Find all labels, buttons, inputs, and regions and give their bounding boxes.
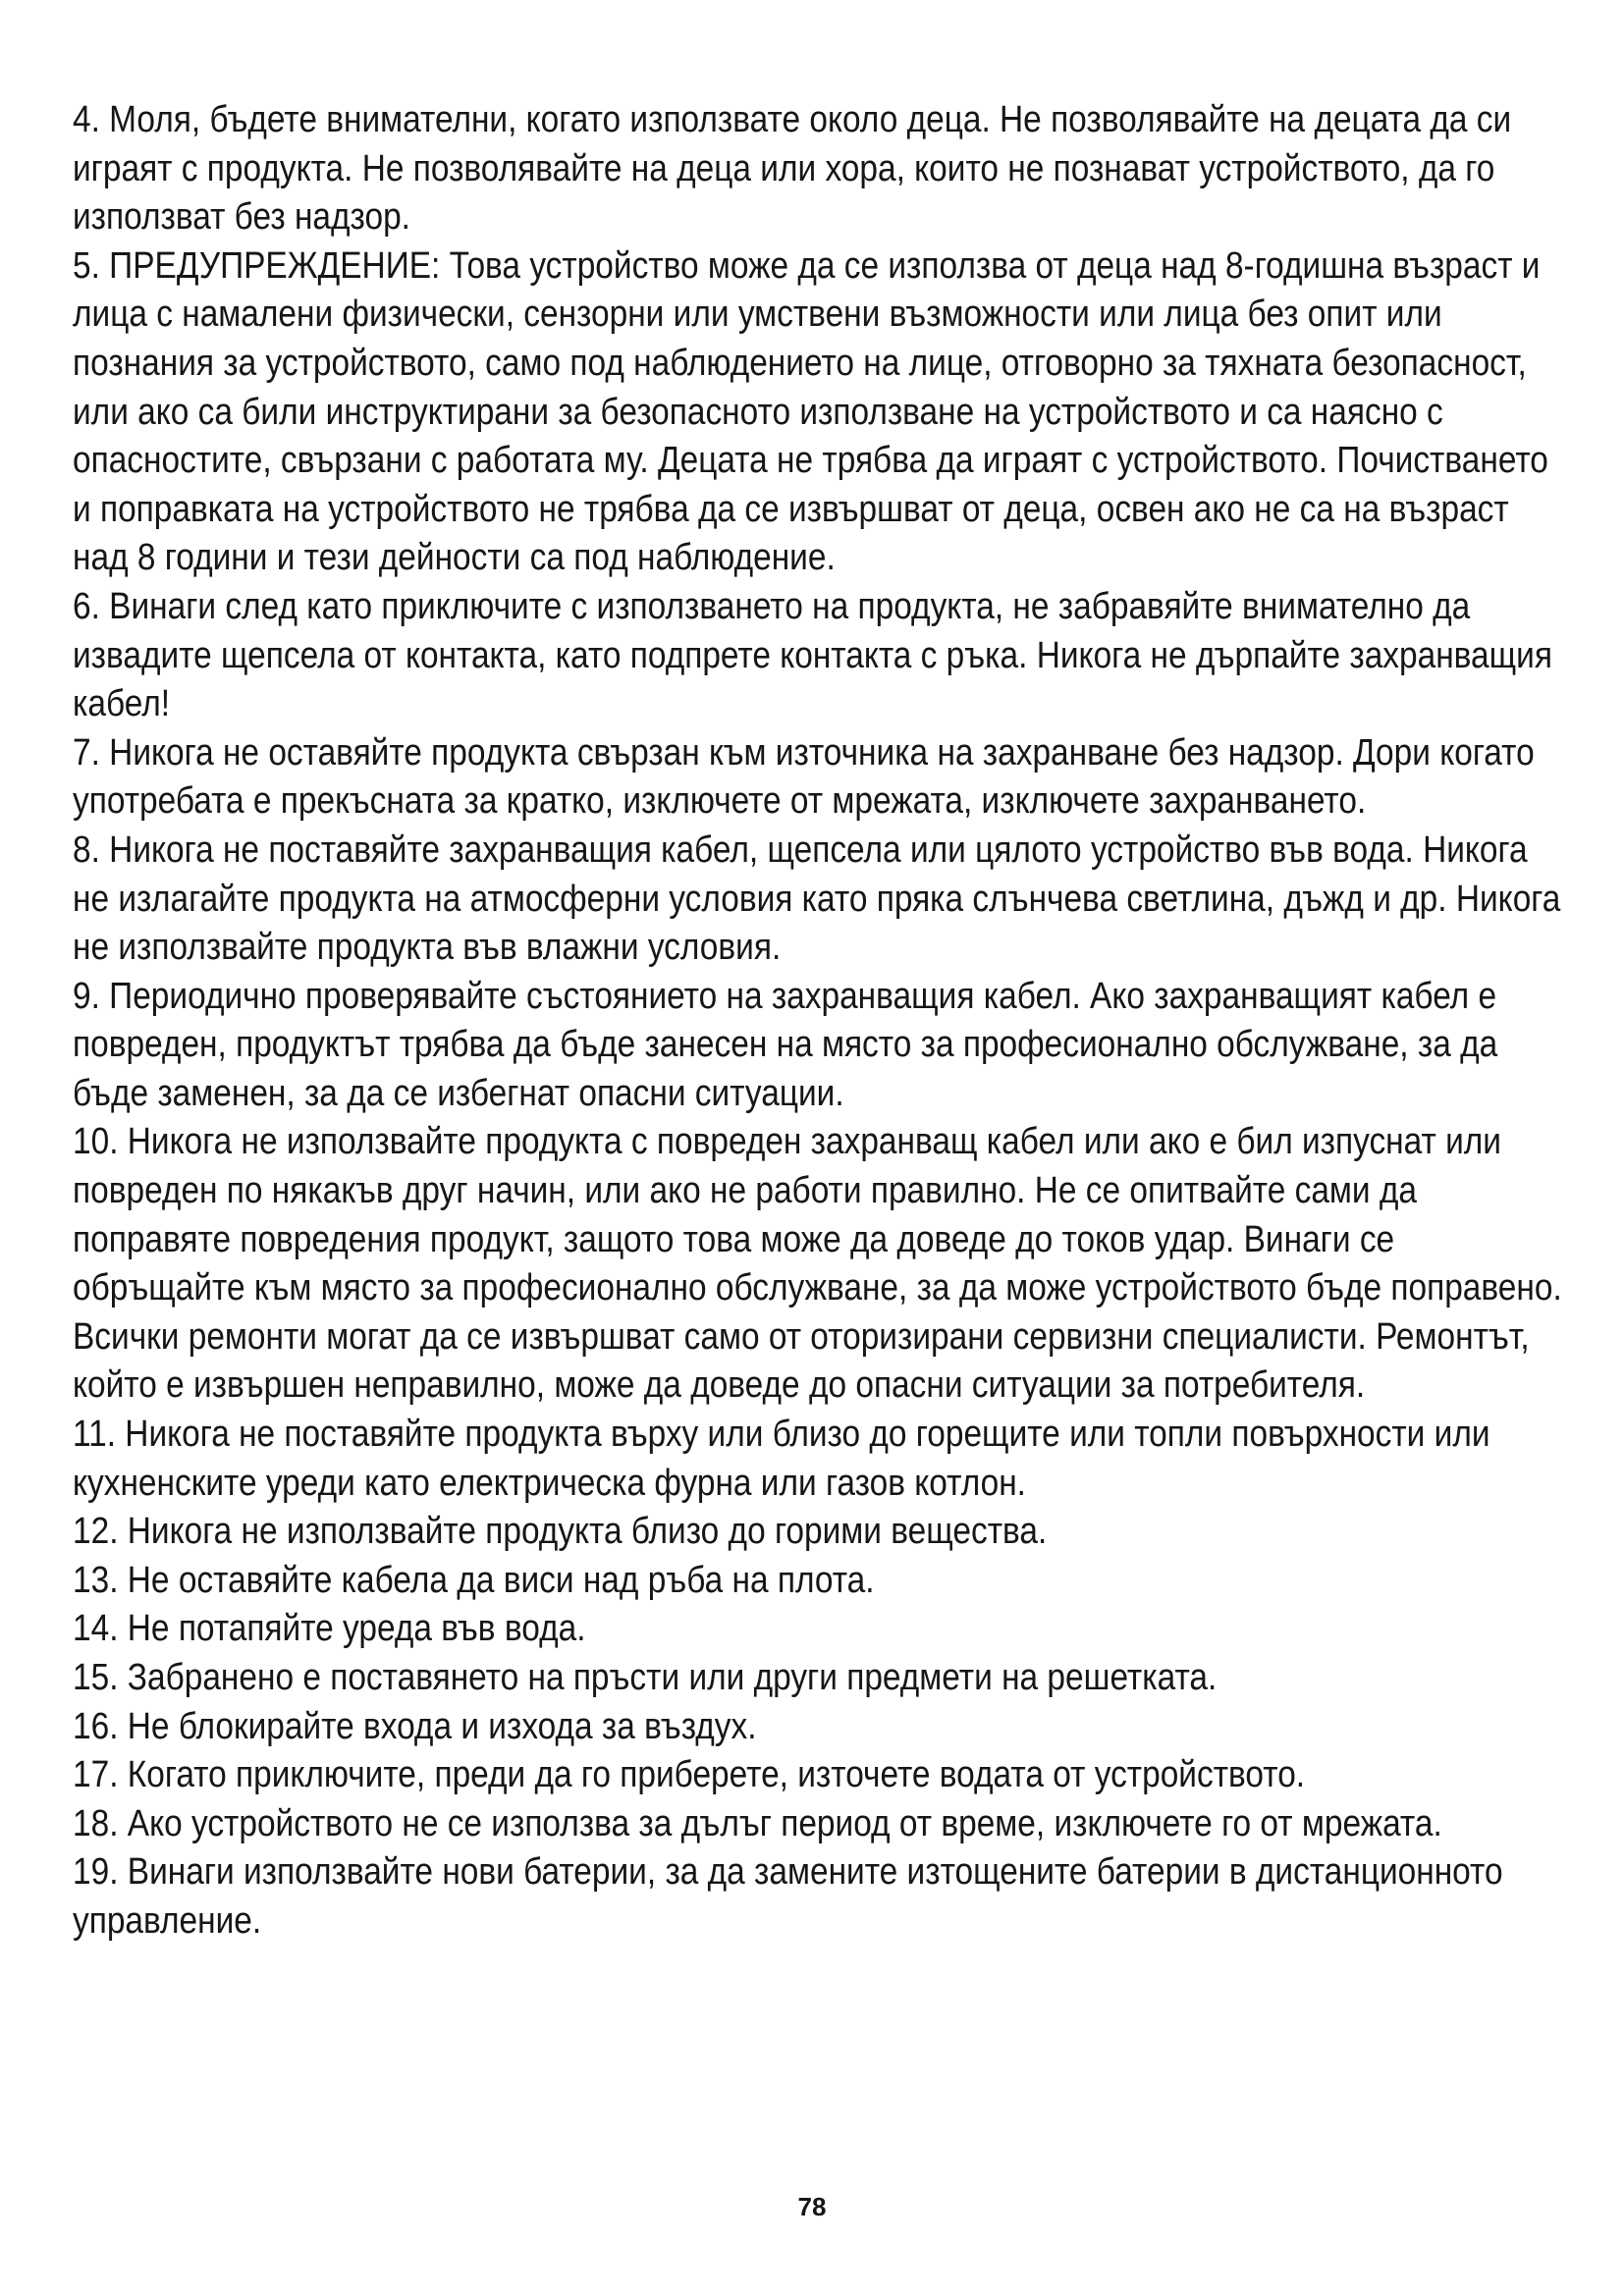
instruction-item-5: 5. ПРЕДУПРЕЖДЕНИЕ: Това устройство може да се използва от деца над 8-годишна възраст и лица с намалени физически, сензорни или умствени възможности или лица без опит или познания за устройството, само под наблюдението на лице, отговорно за тяхната безопасност, или ако са били инструктирани за безопасното използване на устройството и са наясно с опасностите, свързани с работата му. Децата не трябва да играят с устройството. Почистването и поправката на устройството не трябва да се извършват от деца, освен ако не са на възраст над 8 години и тези дейности са под наблюдение. [73, 244, 1548, 579]
page-number: 78 [797, 2192, 827, 2221]
instruction-item-19: 19. Винаги използвайте нови батерии, за да замените изтощените батерии в дистанционното управление. [73, 1851, 1503, 1942]
instruction-item-4: 4. Моля, бъдете внимателни, когато използвате около деца. Не позволявайте на децата да си играят с продукта. Не позволявайте на деца или хора, които не познават устройството, да го използват без надзор. [73, 99, 1512, 239]
instructions-text [73, 96, 1565, 1947]
instruction-item-13: 13. Не оставяйте кабела да виси над ръба на плота. [73, 1559, 875, 1601]
instruction-item-8: 8. Никога не поставяйте захранващия кабел, щепсела или цялото устройство във вода. Никога не излагайте продукта на атмосферни условия като пряка слънчева светлина, дъжд и др. Никога не използвайте продукта във влажни условия. [73, 828, 1561, 969]
instruction-item-18: 18. Ако устройството не се използва за дълъг период от време, изключете го от мрежата. [73, 1802, 1442, 1844]
instruction-item-7: 7. Никога не оставяйте продукта свързан към източника на захранване без надзор. Дори когато употребата е прекъсната за кратко, изключете от мрежата, изключете захранването. [73, 731, 1535, 823]
instruction-item-15: 15. Забранено е поставянето на пръсти или други предмети на решетката. [73, 1657, 1218, 1698]
instruction-item-16: 16. Не блокирайте входа и изхода за въздух. [73, 1705, 757, 1747]
instruction-item-11: 11. Никога не поставяйте продукта върху или близо до горещите или топли повърхности или кухненските уреди като електрическа фурна или газов котлон. [73, 1414, 1490, 1504]
instruction-item-12: 12. Никога не използвайте продукта близо до горими вещества. [73, 1511, 1048, 1553]
instruction-item-14: 14. Не потапяйте уреда във вода. [73, 1608, 586, 1650]
instruction-item-6: 6. Винаги след като приключите с използването на продукта, не забравяйте внимателно да извадите щепсела от контакта, като подпрете контакта с ръка. Никога не дърпайте захранващия кабел! [73, 585, 1552, 725]
instruction-item-17: 17. Когато приключите, преди да го приберете, източете водата от устройството. [73, 1754, 1306, 1796]
instruction-item-9: 9. Периодично проверявайте състоянието на захранващия кабел. Ако захранващият кабел е повреден, продуктът трябва да бъде занесен на място за професионално обслужване, за да бъде заменен, за да се избегнат опасни ситуации. [73, 975, 1498, 1114]
instruction-item-10: 10. Никога не използвайте продукта с повреден захранващ кабел или ако е бил изпуснат или повреден по някакъв друг начин, или ако не работи правилно. Не се опитвайте сами да поправяте повредения продукт, защото това може да доведе до токов удар. Винаги се обръщайте към място за професионално обслужване, за да може устройството бъде поправено. Всички ремонти могат да се извършват само от оторизирани сервизни специалисти. Ремонтът, който е извършен неправилно, може да доведе до опасни ситуации за потребителя. [73, 1121, 1562, 1407]
